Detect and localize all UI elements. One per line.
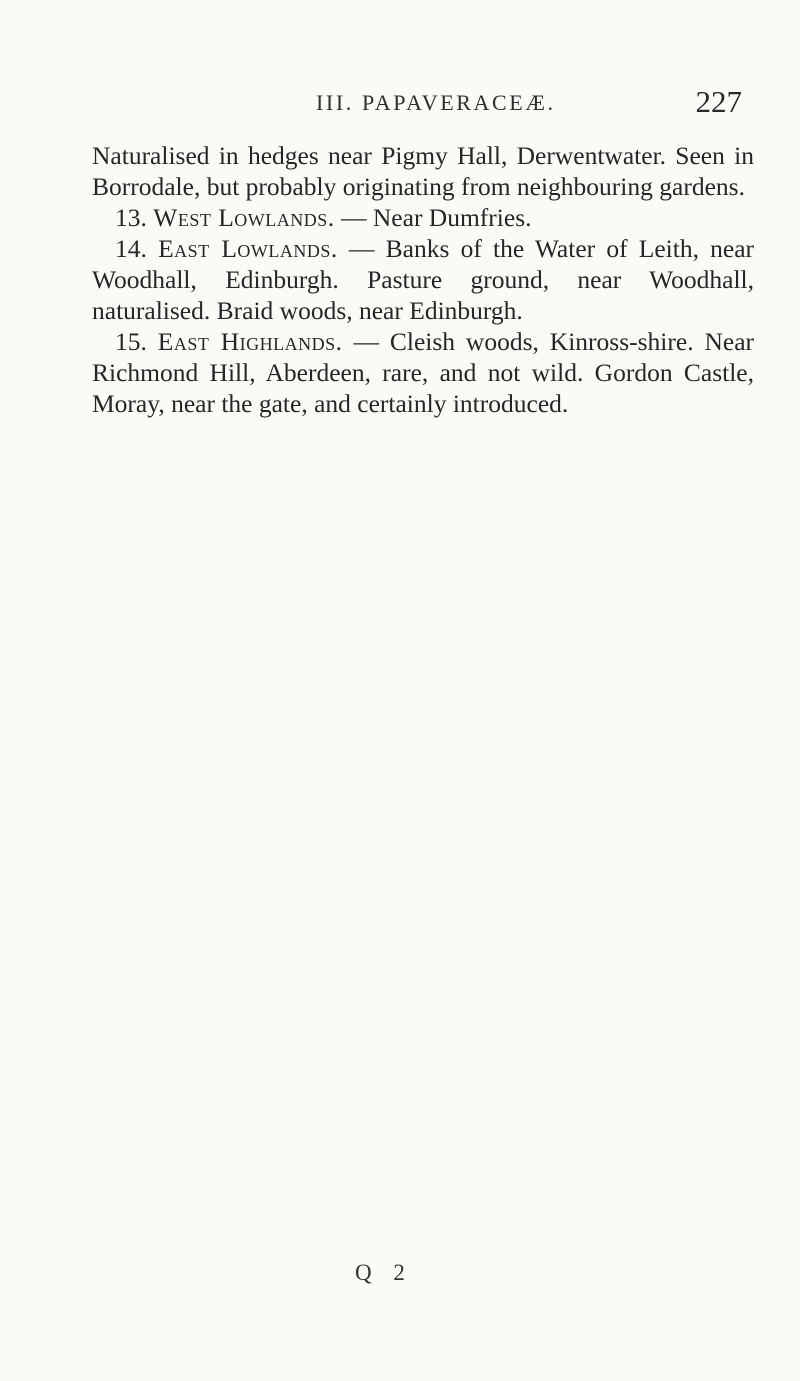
signature-mark: Q 2	[355, 1260, 413, 1285]
entry-15	[92, 326, 754, 419]
region-name: East Lowlands.	[158, 234, 338, 263]
region-name: East Highlands.	[157, 327, 343, 356]
entry-text: — Cleish woods, Kinross-shire. Near Richmond Hill, Aberdeen, rare, and not wild. Gordon Castle, Moray, near the gate, and certainly introduced.	[92, 327, 755, 418]
entry-text: — Banks of the Water of Leith, near Woodhall, Edinburgh. Pasture ground, near Woodhall, naturalised. Braid woods, near Edinburgh.	[92, 234, 755, 325]
entry-number: 13.	[115, 203, 147, 232]
entry-14	[92, 233, 754, 326]
running-head: III. PAPAVERACEÆ.	[316, 90, 556, 115]
page-number: 227	[695, 84, 742, 119]
entry-text: — Near Dumfries.	[341, 203, 532, 232]
entry-number: 15.	[115, 327, 147, 356]
entry-number: 14.	[115, 234, 147, 263]
body-text	[92, 140, 754, 419]
intro-paragraph: Naturalised in hedges near Pigmy Hall, Derwentwater. Seen in Borrodale, but probably originating from neighbouring gardens.	[92, 141, 754, 201]
region-name: West Lowlands.	[153, 203, 335, 232]
page-header	[0, 84, 800, 128]
entry-13	[92, 202, 754, 233]
